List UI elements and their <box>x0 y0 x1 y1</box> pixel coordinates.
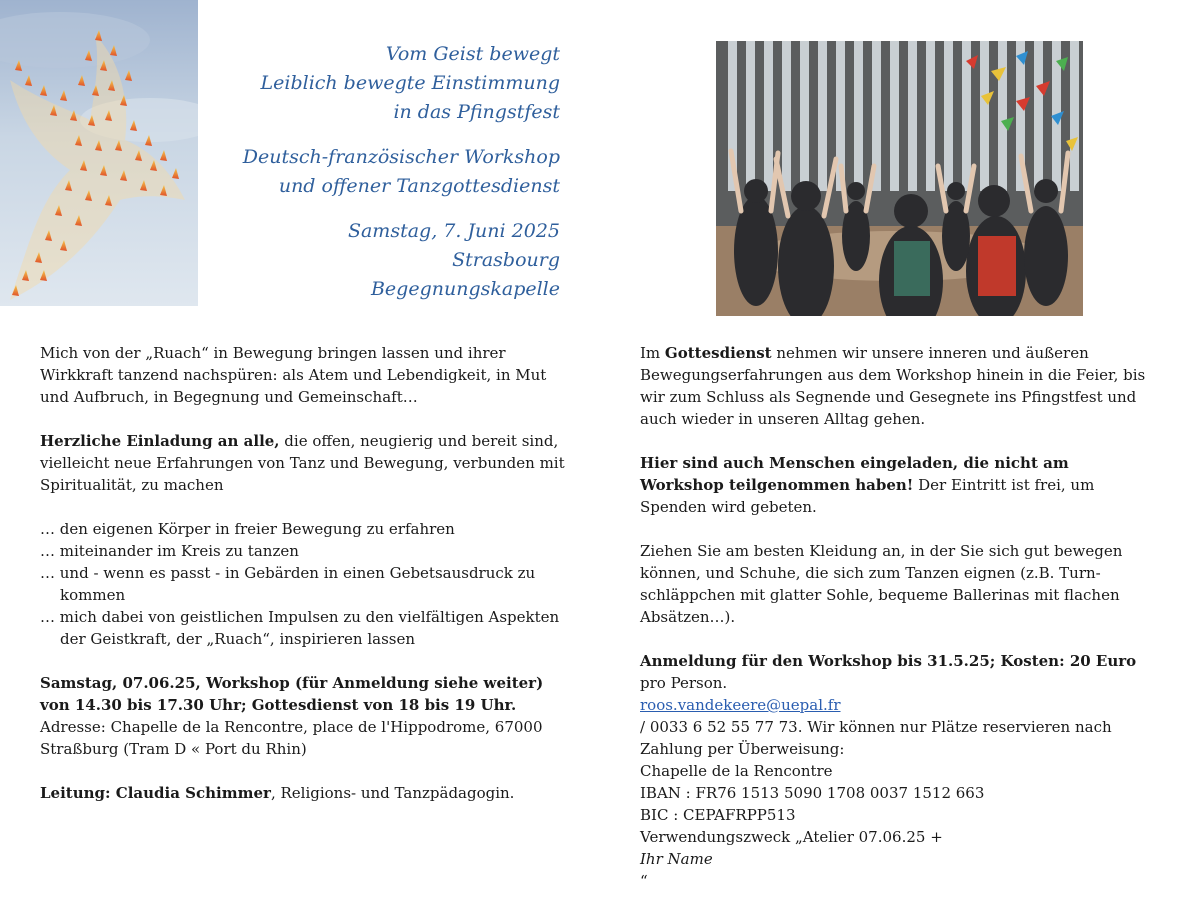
schedule-paragraph <box>40 672 570 760</box>
activity-list <box>40 518 570 650</box>
invitation-bold: Herzliche Einladung an alle, <box>40 432 280 450</box>
dove-of-flames-painting <box>0 0 198 306</box>
service-bold: Gottesdienst <box>664 344 772 362</box>
registration-paragraph <box>640 650 1155 892</box>
list-item: … und - wenn es passt - in Gebärden in einen Gebetsausdruck zu kommen <box>40 564 536 604</box>
purpose-text-a: Verwendungszweck „Atelier 07.06.25 + <box>640 828 943 846</box>
list-item: … miteinander im Kreis zu tanzen <box>40 542 299 560</box>
email-link[interactable]: roos.vandekeere@uepal.fr <box>640 696 841 714</box>
title-line: Samstag, 7. Juni 2025 <box>347 220 560 242</box>
title-line: Leiblich bewegte Einstimmung <box>260 72 560 94</box>
iban-line: IBAN : FR76 1513 5090 1708 0037 1512 663 <box>640 784 985 802</box>
leader-role: , Religions- und Tanzpädagogin. <box>270 784 515 802</box>
title-group-main <box>200 40 560 127</box>
purpose-line <box>640 826 1155 892</box>
service-text-a: Im <box>640 344 665 362</box>
bank-name: Chapelle de la Rencontre <box>640 762 833 780</box>
registration-text-a: pro Person. <box>640 674 728 692</box>
title-line: in das Pfingstfest <box>393 101 560 123</box>
leadership-paragraph <box>40 782 570 804</box>
invitation-paragraph <box>40 430 570 496</box>
purpose-italic: Ihr Name <box>640 850 713 868</box>
registration-text-b: / 0033 6 52 55 77 73. Wir können nur Plätze reservieren nach Zahlung per Überweisung: <box>640 718 1112 758</box>
title-group-subtitle <box>200 143 560 201</box>
invitation-text: die offen, neugierig und bereit sind, vielleicht neue Erfahrungen von Tanz und Bewegung, verbunden mit Spiritualität, zu machen <box>40 432 565 494</box>
registration-bold: Anmeldung für den Workshop bis 31.5.25; Kosten: 20 Euro <box>640 652 1137 670</box>
bic-line: BIC : CEPAFRPP513 <box>640 806 796 824</box>
title-group-date-place <box>200 217 560 304</box>
right-column <box>640 342 1155 914</box>
service-paragraph <box>640 342 1155 430</box>
title-line: Vom Geist bewegt <box>385 43 560 65</box>
purpose-text-b: “ <box>640 872 648 890</box>
leader-name: Leitung: Claudia Schimmer <box>40 784 271 802</box>
clothing-paragraph: Ziehen Sie am besten Kleidung an, in der Sie sich gut bewegen können, und Schuhe, die sich zum Tanzen eignen (z.B. Turn-schläppchen mit glatter Sohle, bequeme Ballerinas mit flachen Absätzen…). <box>640 542 1123 626</box>
service-text-b: nehmen wir unsere inneren und äußeren Bewegungserfahrungen aus dem Workshop hinein in die Feier, bis wir zum Schluss als Segnende und Gesegnete ins Pfingstfest und auch wieder in unseren Alltag gehen. <box>640 344 1146 428</box>
schedule-bold: Samstag, 07.06.25, Workshop (für Anmeldung siehe weiter) von 14.30 bis 17.30 Uhr; Gottesdienst von 18 bis 19 Uhr. <box>40 674 544 714</box>
list-item: … mich dabei von geistlichen Impulsen zu den vielfältigen Aspekten der Geistkraft, der „Ruach“, inspirieren lassen <box>40 608 560 648</box>
left-column <box>40 342 570 826</box>
address-text: Adresse: Chapelle de la Rencontre, place de l'Hippodrome, 67000 Straßburg (Tram D « Port du Rhin) <box>40 718 543 758</box>
title-line: Deutsch-französischer Workshop <box>242 146 560 168</box>
title-line: Begegnungskapelle <box>370 278 560 300</box>
intro-paragraph: Mich von der „Ruach“ in Bewegung bringen lassen und ihrer Wirkkraft tanzend nachspüren: als Atem und Lebendigkeit, in Mut und Aufbruch, in Begegnung und Gemeinschaft… <box>40 344 547 406</box>
title-line: Strasbourg <box>452 249 560 271</box>
dancers-in-chapel-photo <box>716 41 1083 316</box>
open-invitation-text: Der Eintritt ist frei, um Spenden wird gebeten. <box>640 476 1095 516</box>
open-invitation-bold: Hier sind auch Menschen eingeladen, die nicht am Workshop teilgenommen haben! <box>640 454 1069 494</box>
title-line: und offener Tanzgottesdienst <box>278 175 560 197</box>
event-title-block <box>200 40 560 320</box>
open-invitation-paragraph <box>640 452 1155 518</box>
list-item: … den eigenen Körper in freier Bewegung zu erfahren <box>40 520 455 538</box>
